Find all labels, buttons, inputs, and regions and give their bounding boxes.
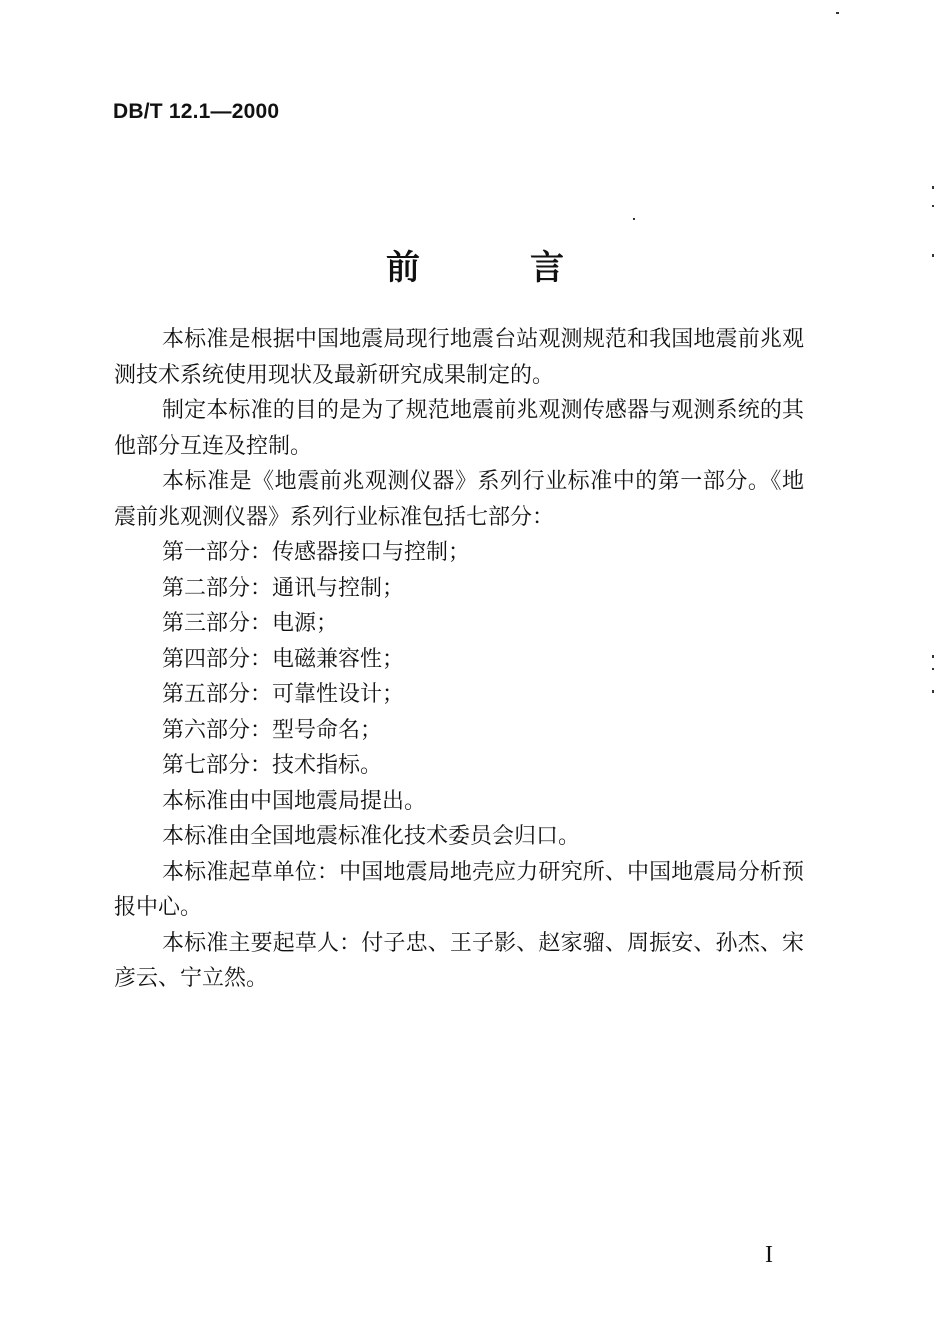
page-number: I	[765, 1242, 773, 1268]
list-item-part-1: 第一部分：传感器接口与控制；	[162, 540, 471, 565]
paragraph-centralized: 本标准由全国地震标准化技术委员会归口。	[162, 824, 581, 849]
standard-code: DB/T 12.1—2000	[113, 100, 280, 123]
paragraph-drafting-units: 本标准起草单位：中国地震局地壳应力研究所、中国地震局分析预报中心。	[114, 859, 804, 920]
foreword-body	[114, 322, 804, 997]
scan-speck	[932, 186, 934, 189]
title-char-1: 前	[386, 248, 420, 288]
paragraph-purpose: 制定本标准的目的是为了规范地震前兆观测传感器与观测系统的其他部分互连及控制。	[114, 398, 804, 459]
scan-speck	[932, 690, 934, 693]
page-title	[0, 240, 950, 289]
list-item-part-3: 第三部分：电源；	[162, 611, 339, 636]
paragraph-series: 本标准是《地震前兆观测仪器》系列行业标准中的第一部分。《地震前兆观测仪器》系列行业标准包括七部分：	[114, 469, 804, 530]
scan-speck	[836, 12, 839, 14]
list-item-part-7: 第七部分：技术指标。	[162, 753, 383, 778]
scan-speck	[932, 254, 934, 257]
list-item-part-6: 第六部分：型号命名；	[162, 717, 383, 743]
list-item-part-5: 第五部分：可靠性设计；	[162, 682, 405, 707]
paragraph-drafters: 本标准主要起草人：付子忠、王子影、赵家骝、周振安、孙杰、宋彦云、宁立然。	[114, 930, 804, 991]
title-char-2: 言	[530, 248, 564, 288]
list-item-part-2: 第二部分：通讯与控制；	[162, 575, 405, 601]
scan-speck	[932, 668, 934, 670]
list-item-part-4: 第四部分：电磁兼容性；	[162, 646, 405, 672]
scan-speck	[633, 218, 635, 220]
paragraph-basis: 本标准是根据中国地震局现行地震台站观测规范和我国地震前兆观测技术系统使用现状及最新研究成果制定的。	[114, 327, 804, 388]
scan-speck	[932, 205, 934, 207]
paragraph-proposer: 本标准由中国地震局提出。	[162, 788, 427, 814]
scan-speck	[932, 655, 934, 658]
